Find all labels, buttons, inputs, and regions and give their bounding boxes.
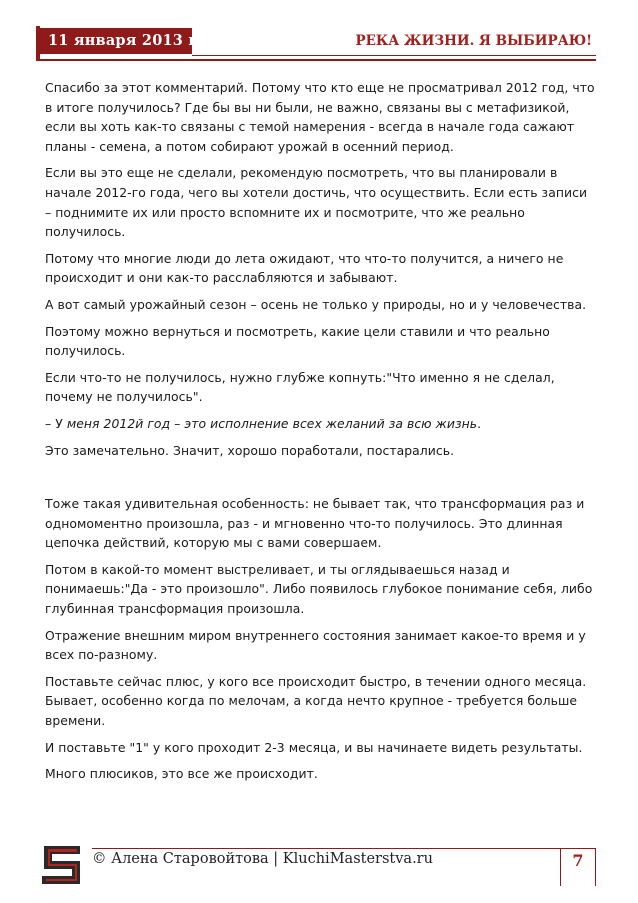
paragraph: Много плюсиков, это все же происходит. bbox=[45, 766, 318, 782]
paragraph: Тоже такая удивительная особенность: не бывает так, что трансформация раз и одномоментно произошла, раз - и мгновенно что-то получилось. Это длинная цепочка действий, которую мы с вами совершаем. bbox=[45, 496, 585, 551]
document-body bbox=[45, 78, 597, 791]
paragraph: А вот самый урожайный сезон – осень не только у природы, но и у человечества. bbox=[45, 296, 587, 312]
page-number-box bbox=[560, 848, 596, 886]
quote-paragraph bbox=[45, 414, 597, 434]
quote-italic: меня 2012й год – это исполнение всех желаний за всю жизнь bbox=[66, 415, 478, 431]
quote-prefix: – У bbox=[45, 415, 67, 431]
footer-copyright: © Алена Старовойтова | KluchiMasterstva.ru bbox=[92, 851, 433, 867]
page-footer bbox=[40, 838, 596, 888]
footer-divider bbox=[92, 848, 596, 849]
section-gap bbox=[45, 467, 597, 494]
date-badge bbox=[40, 28, 203, 54]
paragraph: И поставьте "1" у кого проходит 2-3 месяца, и вы начинаете видеть результаты. bbox=[45, 739, 583, 755]
page-header bbox=[36, 26, 596, 62]
header-divider bbox=[192, 55, 596, 56]
s-monogram-logo-icon bbox=[40, 844, 84, 886]
paragraph: Это замечательно. Значит, хорошо поработали, постарались. bbox=[45, 442, 455, 458]
paragraph: Если что-то не получилось, нужно глубже копнуть:"Что именно я не сделал, почему не получилось". bbox=[45, 369, 555, 405]
paragraph: Если вы это еще не сделали, рекомендую посмотреть, что вы планировали в начале 2012-го года, чего вы хотели достичь, что осуществить. Если есть записи – поднимите их или просто вспомните их и посмотрите, что же реально получилось. bbox=[45, 165, 588, 240]
header-title: РЕКА ЖИЗНИ. Я ВЫБИРАЮ! bbox=[355, 33, 592, 49]
paragraph: Отражение внешним миром внутреннего состояния занимает какое-то время и у всех по-разному. bbox=[45, 627, 586, 663]
paragraph: Потом в какой-то момент выстреливает, и ты оглядываешься назад и понимаешь:"Да - это произошло". Либо появилось глубокое понимание себя, либо глубинная трансформация произошла. bbox=[45, 561, 593, 617]
quote-suffix: . bbox=[477, 415, 482, 431]
paragraph: Спасибо за этот комментарий. Потому что кто еще не просматривал 2012 год, что в итоге получилось? Где бы вы ни были, не важно, связаны вы с метафизикой, если вы хоть как-то связаны с темой намерения - всегда в начале года сажают планы - семена, а потом собирают урожай в осенний период. bbox=[45, 80, 595, 154]
header-date: 11 января 2013 г. bbox=[48, 32, 203, 49]
paragraph: Потому что многие люди до лета ожидают, что что-то получится, а ничего не происходит и они как-то расслабляются и забывают. bbox=[45, 250, 564, 286]
header-divider-thick bbox=[36, 59, 596, 61]
paragraph: Поставьте сейчас плюс, у кого все происходит быстро, в течении одного месяца. Бывает, особенно когда по мелочам, а когда нечто крупное - требуется больше времени. bbox=[45, 673, 587, 729]
page-number: 7 bbox=[572, 851, 584, 870]
paragraph: Поэтому можно вернуться и посмотреть, какие цели ставили и что реально получилось. bbox=[45, 323, 550, 359]
